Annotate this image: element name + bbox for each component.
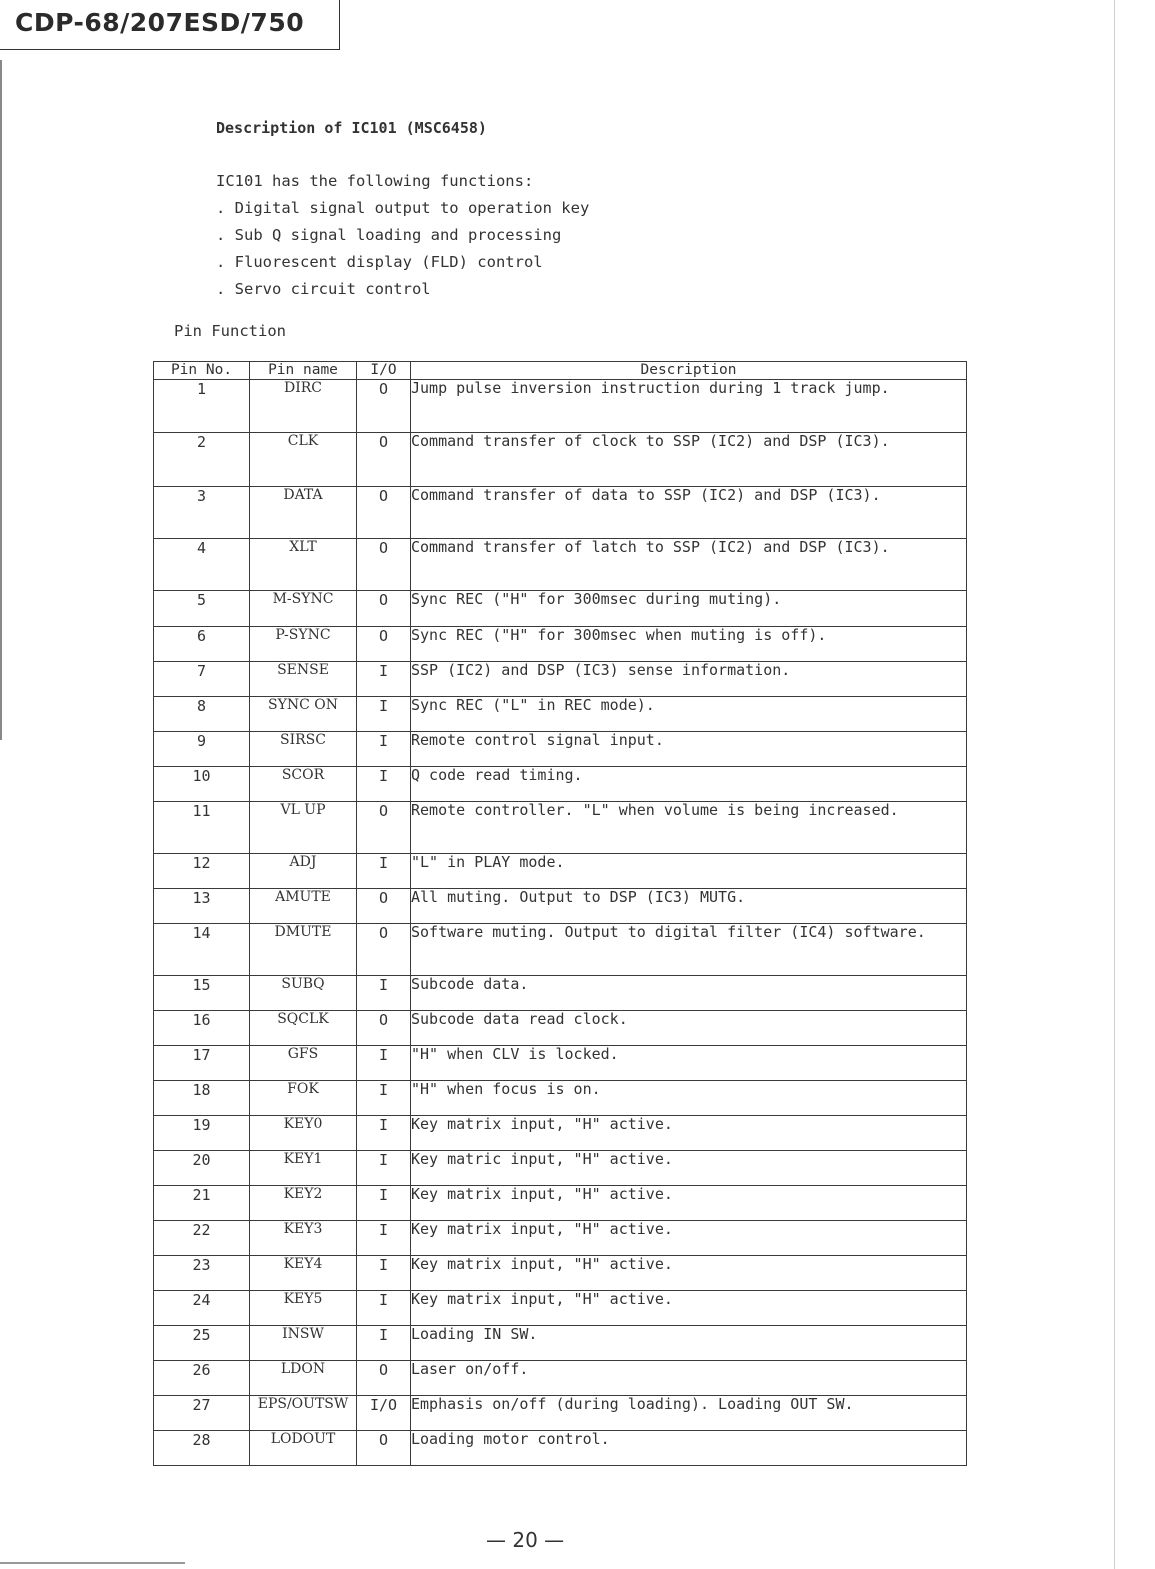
table-row: [154, 767, 967, 802]
pin-number: 8: [154, 697, 250, 732]
pin-number: 2: [154, 433, 250, 487]
table-row: [154, 1326, 967, 1361]
pin-name: CLK: [250, 433, 357, 487]
pin-number: 6: [154, 627, 250, 662]
table-body: [154, 380, 967, 1466]
pin-number: 13: [154, 889, 250, 924]
table-row: [154, 1396, 967, 1431]
pin-name: [250, 1361, 357, 1396]
table-row: [154, 1361, 967, 1396]
pin-number: 25: [154, 1326, 250, 1361]
pin-description: Key matrix input, "H" active.: [411, 1291, 967, 1326]
table-row: [154, 1291, 967, 1326]
model-header-box: [0, 0, 340, 50]
pin-name: FOK: [250, 1081, 357, 1116]
table-row: [154, 1151, 967, 1186]
pin-number: 28: [154, 1431, 250, 1466]
pin-io: I: [357, 1081, 411, 1116]
pin-name-overlined: SCOR: [281, 767, 325, 783]
table-row: [154, 1221, 967, 1256]
pin-name: VL UP: [250, 802, 357, 854]
pin-io: O: [357, 1431, 411, 1466]
pin-number: 5: [154, 591, 250, 627]
pin-io: I: [357, 1256, 411, 1291]
pin-number: 23: [154, 1256, 250, 1291]
pin-name: KEY3: [250, 1221, 357, 1256]
pin-io: I: [357, 854, 411, 889]
pin-name: LODOUT: [250, 1431, 357, 1466]
function-list: [216, 200, 589, 308]
pin-io: I: [357, 976, 411, 1011]
table-row: [154, 591, 967, 627]
table-row: [154, 889, 967, 924]
table-row: [154, 976, 967, 1011]
pin-io: O: [357, 924, 411, 976]
pin-name: SQCLK: [250, 1011, 357, 1046]
pin-io: I: [357, 1116, 411, 1151]
pin-name: DATA: [250, 487, 357, 539]
pin-description: Remote control signal input.: [411, 732, 967, 767]
pin-description: Subcode data read clock.: [411, 1011, 967, 1046]
pin-description: Key matric input, "H" active.: [411, 1151, 967, 1186]
section-heading: Pin Function: [174, 322, 286, 340]
pin-name: [250, 767, 357, 802]
pin-name: KEY1: [250, 1151, 357, 1186]
pin-description: Loading motor control.: [411, 1431, 967, 1466]
pin-description: Command transfer of clock to SSP (IC2) and DSP (IC3).: [411, 433, 967, 487]
table-row: [154, 802, 967, 854]
pin-description: SSP (IC2) and DSP (IC3) sense information.: [411, 662, 967, 697]
pin-io: O: [357, 591, 411, 627]
function-item: . Servo circuit control: [216, 280, 431, 298]
table-row: [154, 1431, 967, 1466]
function-item: . Digital signal output to operation key: [216, 199, 590, 217]
pin-io: I: [357, 767, 411, 802]
pin-name: M-SYNC: [250, 591, 357, 627]
pin-io: O: [357, 1361, 411, 1396]
pin-name: P-SYNC: [250, 627, 357, 662]
pin-description: Q code read timing.: [411, 767, 967, 802]
pin-description: Key matrix input, "H" active.: [411, 1221, 967, 1256]
pin-name: AMUTE: [250, 889, 357, 924]
table-row: [154, 1081, 967, 1116]
pin-name: SUBQ: [250, 976, 357, 1011]
pin-name: DMUTE: [250, 924, 357, 976]
table-row: [154, 1011, 967, 1046]
pin-description: Key matrix input, "H" active.: [411, 1116, 967, 1151]
pin-io: I: [357, 1046, 411, 1081]
pin-name: KEY2: [250, 1186, 357, 1221]
page-edge-line: [1114, 0, 1115, 1569]
model-number: CDP-68/207ESD/750: [15, 8, 305, 37]
pin-description: Command transfer of latch to SSP (IC2) and DSP (IC3).: [411, 539, 967, 591]
pin-number: 24: [154, 1291, 250, 1326]
table-row: [154, 697, 967, 732]
table-row: [154, 732, 967, 767]
pin-number: 26: [154, 1361, 250, 1396]
document-title: Description of IC101 (MSC6458): [216, 119, 487, 137]
pin-name: ADJ: [250, 854, 357, 889]
pin-description: Key matrix input, "H" active.: [411, 1256, 967, 1291]
pin-name: KEY4: [250, 1256, 357, 1291]
pin-description: Laser on/off.: [411, 1361, 967, 1396]
pin-function-table: [153, 361, 967, 1466]
pin-io: O: [357, 802, 411, 854]
table-row: [154, 1046, 967, 1081]
scan-bottom-mark: [0, 1562, 185, 1564]
pin-description: "H" when CLV is locked.: [411, 1046, 967, 1081]
pin-io: O: [357, 1011, 411, 1046]
pin-io: I: [357, 662, 411, 697]
table-header-row: [154, 362, 967, 380]
pin-name: XLT: [250, 539, 357, 591]
pin-number: 21: [154, 1186, 250, 1221]
pin-description: Sync REC ("L" in REC mode).: [411, 697, 967, 732]
pin-description: "H" when focus is on.: [411, 1081, 967, 1116]
pin-io: O: [357, 380, 411, 433]
pin-description: Loading IN SW.: [411, 1326, 967, 1361]
pin-name: [250, 1396, 357, 1431]
pin-number: 10: [154, 767, 250, 802]
pin-name: [250, 1326, 357, 1361]
pin-description: Software muting. Output to digital filter (IC4) software.: [411, 924, 967, 976]
pin-io: O: [357, 487, 411, 539]
pin-io: O: [357, 889, 411, 924]
pin-description: "L" in PLAY mode.: [411, 854, 967, 889]
pin-name-overlined: LDON: [280, 1361, 326, 1377]
pin-number: 9: [154, 732, 250, 767]
pin-name-overlined: EPS/OUTSW: [257, 1396, 349, 1412]
pin-number: 19: [154, 1116, 250, 1151]
pin-io: I/O: [357, 1396, 411, 1431]
pin-number: 27: [154, 1396, 250, 1431]
pin-name: GFS: [250, 1046, 357, 1081]
pin-io: I: [357, 1326, 411, 1361]
pin-number: 17: [154, 1046, 250, 1081]
pin-name: SIRSC: [250, 732, 357, 767]
table-row: [154, 627, 967, 662]
pin-io: I: [357, 1221, 411, 1256]
page-number: — 20 —: [486, 1528, 565, 1552]
table-row: [154, 487, 967, 539]
pin-number: 18: [154, 1081, 250, 1116]
pin-name: SYNC ON: [250, 697, 357, 732]
pin-number: 14: [154, 924, 250, 976]
pin-number: 12: [154, 854, 250, 889]
table-row: [154, 662, 967, 697]
pin-io: O: [357, 539, 411, 591]
col-header-description: Description: [411, 362, 967, 380]
pin-name: DIRC: [250, 380, 357, 433]
pin-io: I: [357, 732, 411, 767]
table-row: [154, 1116, 967, 1151]
table-row: [154, 380, 967, 433]
intro-text: IC101 has the following functions:: [216, 172, 534, 190]
pin-number: 20: [154, 1151, 250, 1186]
scan-edge-mark: [0, 60, 2, 740]
pin-description: Command transfer of data to SSP (IC2) and DSP (IC3).: [411, 487, 967, 539]
pin-name: SENSE: [250, 662, 357, 697]
table-row: [154, 854, 967, 889]
pin-number: 22: [154, 1221, 250, 1256]
pin-description: Remote controller. "L" when volume is being increased.: [411, 802, 967, 854]
pin-description: Jump pulse inversion instruction during 1 track jump.: [411, 380, 967, 433]
pin-io: I: [357, 1151, 411, 1186]
pin-io: O: [357, 627, 411, 662]
pin-description: Emphasis on/off (during loading). Loading OUT SW.: [411, 1396, 967, 1431]
pin-description: Key matrix input, "H" active.: [411, 1186, 967, 1221]
pin-number: 7: [154, 662, 250, 697]
pin-name-overlined: INSW: [282, 1326, 324, 1342]
table-row: [154, 539, 967, 591]
pin-number: 3: [154, 487, 250, 539]
pin-description: All muting. Output to DSP (IC3) MUTG.: [411, 889, 967, 924]
function-item: . Fluorescent display (FLD) control: [216, 253, 543, 271]
pin-description: Subcode data.: [411, 976, 967, 1011]
col-header-io: I/O: [357, 362, 411, 380]
table-row: [154, 1256, 967, 1291]
pin-io: I: [357, 1186, 411, 1221]
pin-io: O: [357, 433, 411, 487]
table-row: [154, 433, 967, 487]
col-header-pin-name: Pin name: [250, 362, 357, 380]
function-item: . Sub Q signal loading and processing: [216, 226, 562, 244]
pin-number: 16: [154, 1011, 250, 1046]
pin-description: Sync REC ("H" for 300msec during muting).: [411, 591, 967, 627]
pin-name: KEY5: [250, 1291, 357, 1326]
pin-description: Sync REC ("H" for 300msec when muting is off).: [411, 627, 967, 662]
col-header-pin-no: Pin No.: [154, 362, 250, 380]
pin-number: 11: [154, 802, 250, 854]
pin-io: I: [357, 1291, 411, 1326]
pin-number: 4: [154, 539, 250, 591]
pin-number: 15: [154, 976, 250, 1011]
pin-name: KEY0: [250, 1116, 357, 1151]
table-row: [154, 924, 967, 976]
pin-number: 1: [154, 380, 250, 433]
table-row: [154, 1186, 967, 1221]
pin-io: I: [357, 697, 411, 732]
